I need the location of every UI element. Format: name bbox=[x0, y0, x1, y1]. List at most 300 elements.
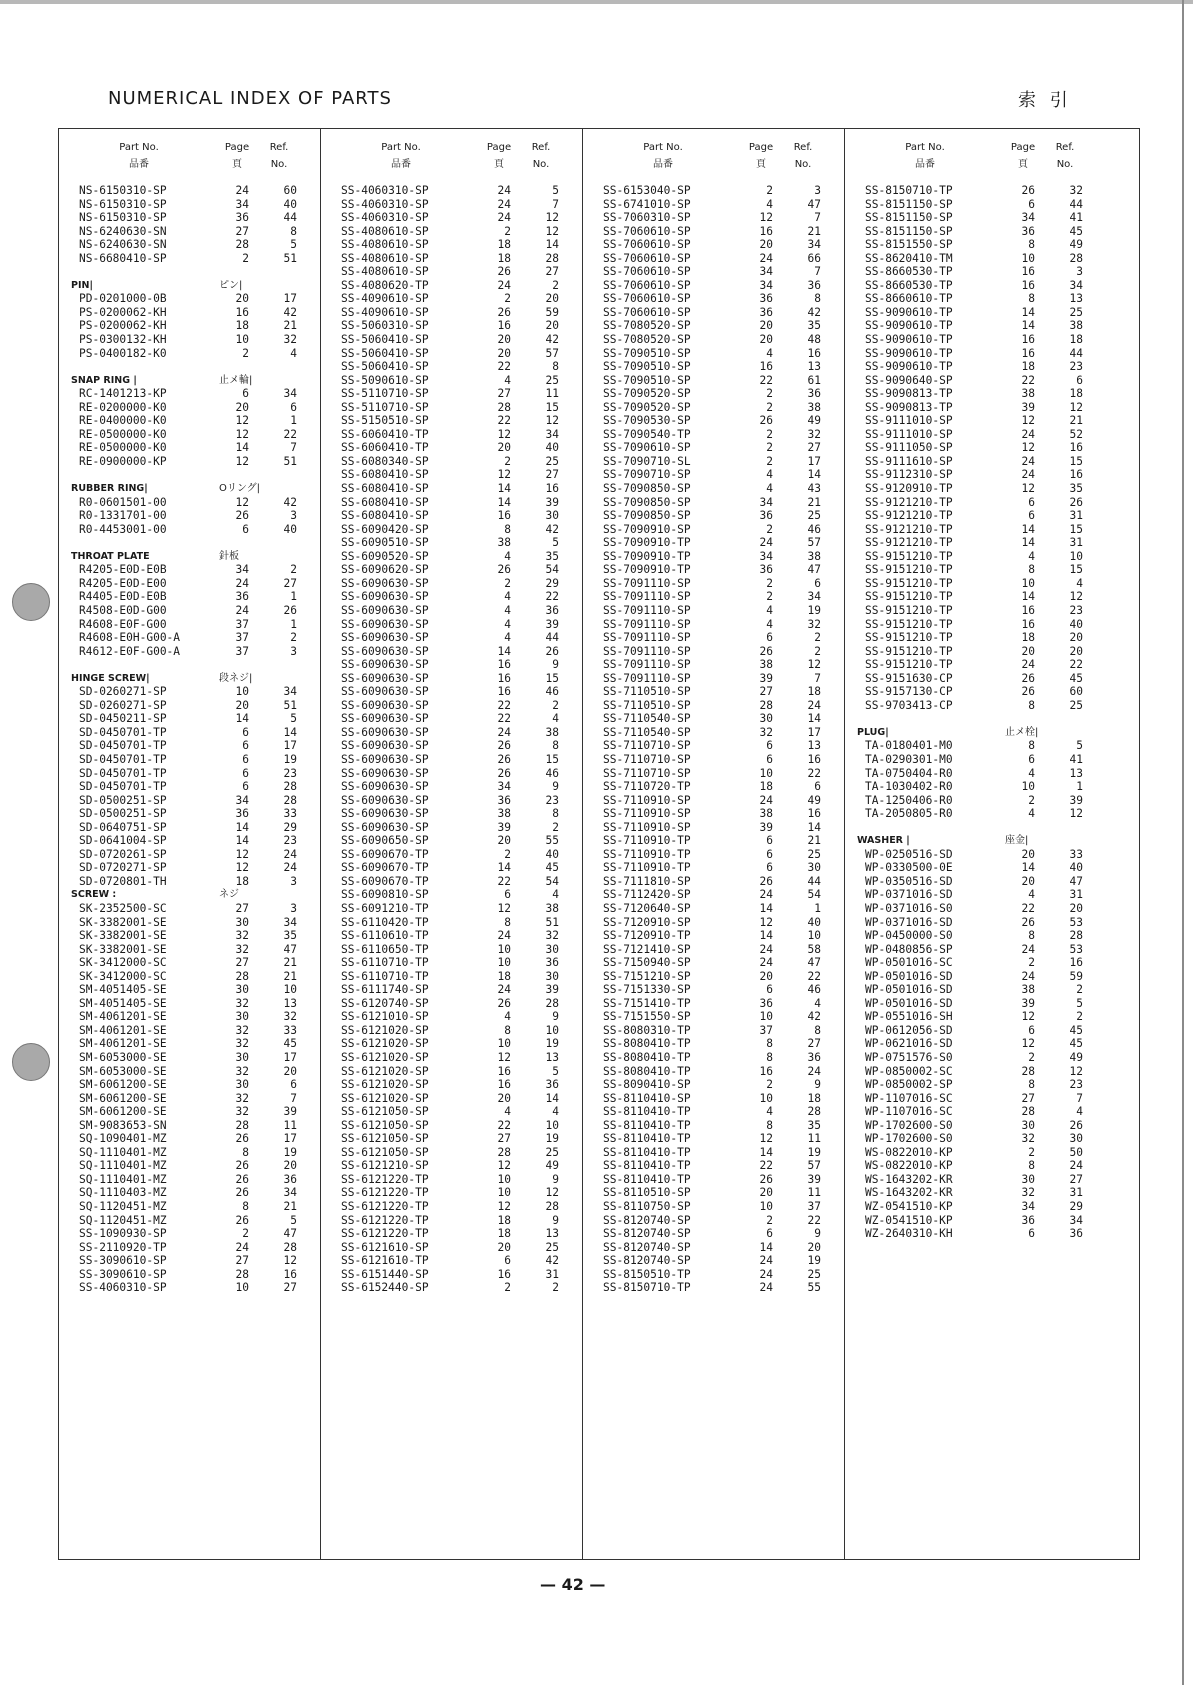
page-ref: 4 bbox=[766, 197, 773, 211]
table-row bbox=[845, 1132, 1139, 1146]
part-number: WP-0850002-SC bbox=[865, 1064, 953, 1078]
ref-number: 44 bbox=[545, 631, 559, 645]
page-ref: 14 bbox=[759, 1240, 773, 1254]
ref-number: 58 bbox=[807, 942, 821, 956]
table-row bbox=[59, 184, 320, 198]
page-ref: 26 bbox=[235, 1213, 249, 1227]
table-row bbox=[845, 1051, 1139, 1065]
page-ref: 18 bbox=[1021, 360, 1035, 374]
part-number: SS-1090930-SP bbox=[79, 1227, 167, 1241]
table-row bbox=[583, 997, 844, 1011]
ref-number: 20 bbox=[1069, 631, 1083, 645]
table-row bbox=[583, 970, 844, 984]
ref-number: 16 bbox=[1069, 441, 1083, 455]
table-row bbox=[59, 347, 320, 361]
page-ref: 6 bbox=[766, 861, 773, 875]
page-ref: 2 bbox=[242, 1227, 249, 1241]
table-row bbox=[321, 794, 582, 808]
table-row bbox=[845, 645, 1139, 659]
table-row bbox=[321, 821, 582, 835]
page-ref: 26 bbox=[235, 1186, 249, 1200]
ref-number: 25 bbox=[1069, 305, 1083, 319]
part-number: NS-6680410-SP bbox=[79, 251, 167, 265]
table-row bbox=[321, 956, 582, 970]
part-number: SS-7060610-SP bbox=[603, 278, 691, 292]
table-row bbox=[845, 1186, 1139, 1200]
ref-number: 22 bbox=[807, 1213, 821, 1227]
ref-number: 20 bbox=[545, 292, 559, 306]
page-ref: 12 bbox=[235, 861, 249, 875]
ref-number: 17 bbox=[283, 739, 297, 753]
table-row bbox=[59, 834, 320, 848]
table-row bbox=[59, 645, 320, 659]
ref-number: 7 bbox=[814, 211, 821, 225]
table-row bbox=[845, 1119, 1139, 1133]
table-row bbox=[583, 1132, 844, 1146]
ref-number: 27 bbox=[283, 1281, 297, 1295]
ref-number: 1 bbox=[814, 901, 821, 915]
part-number: SS-6060410-TP bbox=[341, 427, 429, 441]
ref-number: 49 bbox=[545, 1159, 559, 1173]
part-number: SS-7080520-SP bbox=[603, 319, 691, 333]
part-number: SS-7080520-SP bbox=[603, 333, 691, 347]
part-number: SQ-1110401-MZ bbox=[79, 1145, 167, 1159]
page-ref: 24 bbox=[235, 184, 249, 197]
ref-number: 17 bbox=[283, 1132, 297, 1146]
section-heading bbox=[59, 482, 320, 496]
ref-number: 39 bbox=[807, 1172, 821, 1186]
ref-number: 35 bbox=[545, 549, 559, 563]
table-row bbox=[583, 590, 844, 604]
ref-number: 16 bbox=[283, 1267, 297, 1281]
page-ref: 20 bbox=[497, 441, 511, 455]
ref-number: 34 bbox=[807, 238, 821, 252]
page-ref: 34 bbox=[1021, 1200, 1035, 1214]
part-number: SS-6110420-TP bbox=[341, 915, 429, 929]
table-row bbox=[59, 604, 320, 618]
part-number: SS-5110710-SP bbox=[341, 400, 429, 414]
table-row bbox=[321, 1227, 582, 1241]
page-ref: 16 bbox=[759, 224, 773, 238]
ref-number: 45 bbox=[283, 1037, 297, 1051]
table-row bbox=[845, 1078, 1139, 1092]
ref-number: 2 bbox=[1076, 983, 1083, 997]
table-row bbox=[845, 319, 1139, 333]
table-row bbox=[845, 441, 1139, 455]
page-ref: 26 bbox=[497, 766, 511, 780]
table-row bbox=[59, 211, 320, 225]
page-ref: 34 bbox=[759, 278, 773, 292]
page-ref: 24 bbox=[1021, 427, 1035, 441]
page-ref: 10 bbox=[759, 1200, 773, 1214]
table-row bbox=[845, 997, 1139, 1011]
page-ref: 14 bbox=[235, 712, 249, 726]
page-ref: 12 bbox=[1021, 482, 1035, 496]
page-ref: 28 bbox=[497, 400, 511, 414]
table-row bbox=[583, 292, 844, 306]
table-row bbox=[59, 509, 320, 523]
page-ref: 24 bbox=[235, 1240, 249, 1254]
ref-number: 31 bbox=[545, 1267, 559, 1281]
table-row bbox=[583, 360, 844, 374]
part-number: WP-0330500-0E bbox=[865, 861, 953, 875]
part-number: SS-8110410-TP bbox=[603, 1105, 691, 1119]
ref-number: 23 bbox=[1069, 603, 1083, 617]
part-number: SS-8080410-TP bbox=[603, 1064, 691, 1078]
part-number: SD-0500251-SP bbox=[79, 793, 167, 807]
page-ref: 12 bbox=[1021, 414, 1035, 428]
part-number: SS-8080410-TP bbox=[603, 1037, 691, 1051]
page-ref: 6 bbox=[766, 1227, 773, 1241]
part-number: WP-0501016-SD bbox=[865, 996, 953, 1010]
ref-number: 13 bbox=[545, 1227, 559, 1241]
ref-number: 25 bbox=[545, 1240, 559, 1254]
ref-number: 15 bbox=[545, 671, 559, 685]
table-column bbox=[59, 129, 321, 1559]
part-number: SS-4090610-SP bbox=[341, 292, 429, 306]
ref-number: 47 bbox=[807, 197, 821, 211]
part-number: SS-7090910-SP bbox=[603, 522, 691, 536]
ref-number: 49 bbox=[1069, 238, 1083, 252]
ref-number: 7 bbox=[1076, 1091, 1083, 1105]
part-number: SS-7110910-TP bbox=[603, 834, 691, 848]
part-number: SM-4051405-SE bbox=[79, 996, 167, 1010]
table-row bbox=[845, 672, 1139, 686]
page-ref: 32 bbox=[235, 1105, 249, 1119]
ref-number: 44 bbox=[1069, 197, 1083, 211]
page-ref: 2 bbox=[242, 251, 249, 265]
part-number: SS-9090640-SP bbox=[865, 373, 953, 387]
part-number: SS-7090510-SP bbox=[603, 346, 691, 360]
part-number: SS-8150710-TP bbox=[865, 184, 953, 197]
part-number: SS-6121220-TP bbox=[341, 1172, 429, 1186]
ref-number: 38 bbox=[545, 901, 559, 915]
page-ref: 22 bbox=[497, 414, 511, 428]
table-row bbox=[321, 279, 582, 293]
ref-number: 5 bbox=[1076, 739, 1083, 753]
table-row bbox=[321, 563, 582, 577]
part-number: SS-7090710-SP bbox=[603, 468, 691, 482]
part-number: SS-7151410-TP bbox=[603, 996, 691, 1010]
header-part-no: Part No. 品番 bbox=[119, 142, 159, 170]
page-ref: 14 bbox=[1021, 861, 1035, 875]
part-number: SS-7120640-SP bbox=[603, 901, 691, 915]
ref-number: 45 bbox=[1069, 1023, 1083, 1037]
table-row bbox=[59, 441, 320, 455]
ref-number: 24 bbox=[1069, 1159, 1083, 1173]
table-row bbox=[583, 252, 844, 266]
page-ref: 10 bbox=[497, 1037, 511, 1051]
ref-number: 15 bbox=[1069, 454, 1083, 468]
ref-number: 21 bbox=[283, 956, 297, 970]
table-row bbox=[845, 699, 1139, 713]
part-number: SS-7090520-SP bbox=[603, 400, 691, 414]
page-ref: 32 bbox=[235, 1023, 249, 1037]
page-ref: 8 bbox=[1028, 292, 1035, 306]
page-ref: 4 bbox=[1028, 766, 1035, 780]
part-number: SS-7110720-TP bbox=[603, 780, 691, 794]
ref-number: 3 bbox=[290, 644, 297, 658]
page-ref: 2 bbox=[504, 847, 511, 861]
table-row bbox=[583, 1051, 844, 1065]
part-number: SK-3412000-SC bbox=[79, 956, 167, 970]
part-number: SS-8110410-SP bbox=[603, 1091, 691, 1105]
table-row bbox=[845, 238, 1139, 252]
part-number: SD-0720271-SP bbox=[79, 861, 167, 875]
part-number: SS-9121210-TP bbox=[865, 509, 953, 523]
table-row bbox=[59, 956, 320, 970]
part-number: SS-8110410-TP bbox=[603, 1172, 691, 1186]
part-number: SS-7110710-SP bbox=[603, 766, 691, 780]
table-row bbox=[321, 468, 582, 482]
page-ref: 6 bbox=[242, 780, 249, 794]
page-ref: 22 bbox=[497, 698, 511, 712]
part-number: SS-6121610-TP bbox=[341, 1254, 429, 1268]
table-row bbox=[321, 496, 582, 510]
ref-number: 55 bbox=[545, 834, 559, 848]
page-ref: 38 bbox=[497, 807, 511, 821]
part-number: SS-6121610-SP bbox=[341, 1240, 429, 1254]
part-number: SS-6090420-SP bbox=[341, 522, 429, 536]
table-row bbox=[583, 1078, 844, 1092]
ref-number: 44 bbox=[283, 211, 297, 225]
ref-number: 34 bbox=[1069, 278, 1083, 292]
part-number: SS-8120740-SP bbox=[603, 1227, 691, 1241]
section-heading bbox=[845, 726, 1139, 740]
part-number: TA-0180401-M0 bbox=[865, 739, 953, 753]
part-number: SS-7112420-SP bbox=[603, 888, 691, 902]
part-number: RE-0200000-K0 bbox=[79, 400, 167, 414]
part-number: SK-3382001-SE bbox=[79, 942, 167, 956]
page-ref: 28 bbox=[497, 1145, 511, 1159]
table-row bbox=[845, 306, 1139, 320]
ref-number: 25 bbox=[807, 847, 821, 861]
ref-number: 16 bbox=[1069, 468, 1083, 482]
ref-number: 15 bbox=[545, 400, 559, 414]
page-ref: 2 bbox=[766, 387, 773, 401]
page-ref: 26 bbox=[1021, 671, 1035, 685]
page-ref: 6 bbox=[504, 1254, 511, 1268]
part-number: SS-7090710-SL bbox=[603, 454, 691, 468]
page-ref: 32 bbox=[235, 1091, 249, 1105]
part-number: SS-9111010-SP bbox=[865, 427, 953, 441]
part-number: SS-4080610-SP bbox=[341, 224, 429, 238]
page-ref: 12 bbox=[497, 901, 511, 915]
table-row bbox=[321, 1214, 582, 1228]
ref-number: 37 bbox=[807, 1200, 821, 1214]
table-row bbox=[59, 198, 320, 212]
ref-number: 8 bbox=[290, 224, 297, 238]
ref-number: 14 bbox=[807, 712, 821, 726]
page-ref: 37 bbox=[235, 617, 249, 631]
table-row bbox=[845, 523, 1139, 537]
ref-number: 13 bbox=[283, 996, 297, 1010]
page-ref: 22 bbox=[497, 360, 511, 374]
page-ref: 12 bbox=[759, 915, 773, 929]
part-number: SM-4061201-SE bbox=[79, 1037, 167, 1051]
page-ref: 14 bbox=[235, 820, 249, 834]
table-row bbox=[59, 1105, 320, 1119]
part-number: WS-1643202-KR bbox=[865, 1172, 953, 1186]
ref-number: 1 bbox=[290, 617, 297, 631]
ref-number: 32 bbox=[283, 1010, 297, 1024]
table-row bbox=[321, 1010, 582, 1024]
page-ref: 26 bbox=[497, 305, 511, 319]
ref-number: 39 bbox=[283, 1105, 297, 1119]
ref-number: 19 bbox=[807, 1145, 821, 1159]
page-ref: 20 bbox=[1021, 874, 1035, 888]
page-ref: 26 bbox=[497, 752, 511, 766]
page-ref: 22 bbox=[1021, 373, 1035, 387]
part-number: SS-6090670-TP bbox=[341, 874, 429, 888]
blank-row bbox=[59, 536, 320, 550]
table-row bbox=[583, 726, 844, 740]
ref-number: 36 bbox=[1069, 1227, 1083, 1241]
page-ref: 2 bbox=[504, 292, 511, 306]
table-row bbox=[321, 1200, 582, 1214]
part-number: SS-7090910-TP bbox=[603, 549, 691, 563]
table-row bbox=[583, 1037, 844, 1051]
header-ref: Ref. No. bbox=[793, 142, 813, 170]
ref-number: 26 bbox=[1069, 495, 1083, 509]
table-row bbox=[321, 1173, 582, 1187]
table-row bbox=[583, 943, 844, 957]
header-page: Page 頁 bbox=[748, 142, 774, 170]
ref-number: 4 bbox=[552, 1105, 559, 1119]
part-number: TA-2050805-R0 bbox=[865, 807, 953, 821]
page-ref: 24 bbox=[497, 929, 511, 943]
ref-number: 30 bbox=[545, 509, 559, 523]
page-ref: 2 bbox=[766, 1078, 773, 1092]
table-row bbox=[321, 861, 582, 875]
table-row bbox=[59, 1173, 320, 1187]
ref-number: 31 bbox=[1069, 888, 1083, 902]
page-ref: 4 bbox=[1028, 549, 1035, 563]
table-row bbox=[845, 1092, 1139, 1106]
ref-number: 28 bbox=[545, 251, 559, 265]
table-row bbox=[583, 645, 844, 659]
ref-number: 18 bbox=[1069, 387, 1083, 401]
ref-number: 12 bbox=[1069, 807, 1083, 821]
page-ref: 12 bbox=[497, 1159, 511, 1173]
ref-number: 47 bbox=[1069, 874, 1083, 888]
part-number: SS-4060310-SP bbox=[341, 184, 429, 197]
part-number: SS-6121220-TP bbox=[341, 1200, 429, 1214]
part-number: SS-7120910-SP bbox=[603, 915, 691, 929]
ref-number: 5 bbox=[290, 712, 297, 726]
part-number: SQ-1120451-MZ bbox=[79, 1200, 167, 1214]
page-ref: 2 bbox=[504, 224, 511, 238]
table-row bbox=[59, 1037, 320, 1051]
part-number: SS-9121210-TP bbox=[865, 536, 953, 550]
page-ref: 10 bbox=[497, 942, 511, 956]
page-ref: 4 bbox=[504, 1105, 511, 1119]
table-row bbox=[321, 347, 582, 361]
part-number: PD-0201000-0B bbox=[79, 292, 167, 306]
table-row bbox=[59, 1051, 320, 1065]
page-ref: 12 bbox=[497, 1200, 511, 1214]
page-ref: 2 bbox=[504, 454, 511, 468]
table-row bbox=[59, 590, 320, 604]
ref-number: 33 bbox=[1069, 847, 1083, 861]
ref-number: 43 bbox=[807, 482, 821, 496]
part-number: WP-0751576-S0 bbox=[865, 1051, 953, 1064]
table-row bbox=[583, 577, 844, 591]
page-ref: 12 bbox=[759, 211, 773, 225]
part-number: SS-5060410-SP bbox=[341, 346, 429, 360]
ref-number: 53 bbox=[1069, 915, 1083, 929]
table-row bbox=[845, 916, 1139, 930]
page-ref: 34 bbox=[759, 265, 773, 279]
page-ref: 2 bbox=[766, 522, 773, 536]
table-row bbox=[845, 767, 1139, 781]
binder-hole-bottom bbox=[12, 1043, 50, 1081]
table-row bbox=[59, 455, 320, 469]
part-number: SS-6090630-SP bbox=[341, 725, 429, 739]
page-ref: 30 bbox=[759, 712, 773, 726]
column-header bbox=[321, 139, 582, 179]
page-ref: 39 bbox=[759, 820, 773, 834]
part-number: PS-0200062-KH bbox=[79, 305, 167, 319]
blank-row bbox=[59, 265, 320, 279]
page-ref: 27 bbox=[235, 1254, 249, 1268]
part-number: SS-6090630-SP bbox=[341, 752, 429, 766]
table-row bbox=[583, 753, 844, 767]
part-number: SS-4060310-SP bbox=[79, 1281, 167, 1295]
ref-number: 36 bbox=[807, 387, 821, 401]
ref-number: 32 bbox=[1069, 184, 1083, 197]
part-number: SS-6080410-SP bbox=[341, 495, 429, 509]
page-ref: 10 bbox=[235, 333, 249, 347]
table-row bbox=[845, 618, 1139, 632]
ref-number: 3 bbox=[814, 184, 821, 197]
page-ref: 2 bbox=[766, 576, 773, 590]
table-row bbox=[321, 414, 582, 428]
table-row bbox=[321, 780, 582, 794]
part-number: SS-7091110-SP bbox=[603, 644, 691, 658]
page-ref: 10 bbox=[497, 1186, 511, 1200]
column-header bbox=[845, 139, 1139, 179]
table-row bbox=[321, 1119, 582, 1133]
part-number: SS-8090410-SP bbox=[603, 1078, 691, 1092]
page-ref: 24 bbox=[759, 793, 773, 807]
table-row bbox=[583, 455, 844, 469]
page-ref: 24 bbox=[235, 576, 249, 590]
page-ref: 8 bbox=[1028, 739, 1035, 753]
part-number: SS-8660530-TP bbox=[865, 278, 953, 292]
page-ref: 2 bbox=[1028, 956, 1035, 970]
ref-number: 6 bbox=[814, 576, 821, 590]
part-number: SD-0450701-TP bbox=[79, 739, 167, 753]
part-number: SS-8151150-SP bbox=[865, 211, 953, 225]
page-ref: 20 bbox=[235, 400, 249, 414]
part-number: SS-6090520-SP bbox=[341, 549, 429, 563]
part-number: SS-6120740-SP bbox=[341, 996, 429, 1010]
ref-number: 22 bbox=[545, 590, 559, 604]
blank-row bbox=[59, 360, 320, 374]
page-ref: 12 bbox=[497, 427, 511, 441]
table-row bbox=[321, 888, 582, 902]
table-row bbox=[845, 333, 1139, 347]
part-number: SS-6151440-SP bbox=[341, 1267, 429, 1281]
part-number: NS-6150310-SP bbox=[79, 211, 167, 225]
page-ref: 24 bbox=[497, 725, 511, 739]
page-ref: 6 bbox=[766, 834, 773, 848]
section-title: SNAP RING | bbox=[71, 374, 137, 386]
ref-number: 16 bbox=[807, 346, 821, 360]
page-ref: 38 bbox=[1021, 983, 1035, 997]
page-ref: 18 bbox=[235, 319, 249, 333]
